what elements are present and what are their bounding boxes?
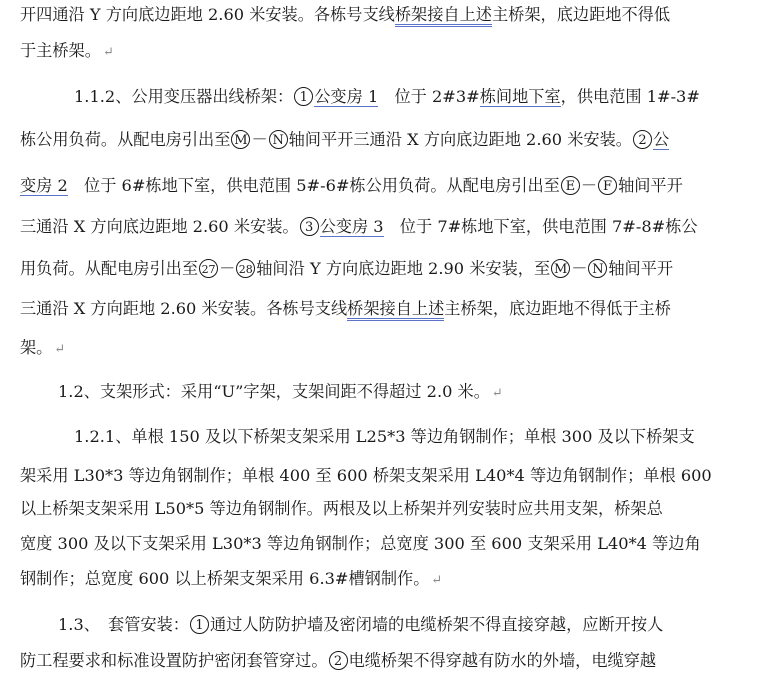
text-run: －: [571, 259, 588, 278]
text-run: 通过人防防护墙及密闭墙的电缆桥架不得直接穿越，应断开按人: [209, 615, 664, 634]
text-run: 架采用 L30*3 等边角钢制作；单根 400 至 600 桥架支架采用 L40*4 等边角钢制作；单根 600: [20, 466, 712, 485]
text-line: [20, 4, 670, 26]
text-line: [58, 614, 663, 636]
underlined-run: 栋间地下室: [479, 87, 561, 106]
text-run: 防工程要求和标准设置防护密闭套管穿过。: [20, 651, 328, 670]
text-run: －: [251, 130, 268, 149]
paragraph-mark: ↵: [491, 386, 503, 401]
text-run: 宽度 300 及以下支架采用 L30*3 等边角钢制作；总宽度 300 至 600 支架采用 L40*4 等边角: [20, 534, 701, 553]
underlined-run: 公: [652, 130, 670, 149]
text-run: 轴间平开三通沿 X 方向底边距地 2.60 米安装。: [288, 130, 632, 149]
text-run: 用负荷。从配电房引出至: [20, 259, 199, 278]
text-line: [20, 175, 683, 197]
text-run: 架。: [20, 338, 53, 357]
text-line: [20, 40, 114, 62]
circled-number: 1: [294, 87, 313, 106]
circled-number: 28: [236, 259, 255, 278]
paragraph-mark: ↵: [431, 573, 443, 588]
paragraph-mark: ↵: [102, 45, 114, 60]
circled-letter: M: [231, 130, 250, 149]
text-run: 轴间沿 Y 方向底边距地 2.90 米安装，至: [256, 259, 551, 278]
circled-number: 2: [633, 130, 652, 149]
text-line: [20, 298, 671, 320]
text-line: [20, 568, 442, 590]
grammar-underline-run: 桥架接自上述: [395, 5, 492, 27]
text-line: [74, 86, 700, 108]
circled-letter: N: [588, 259, 607, 278]
text-line: [20, 337, 65, 359]
text-run: 主桥架，底边距地不得低: [492, 5, 671, 24]
circled-letter: N: [269, 130, 288, 149]
text-run: 轴间平开: [608, 259, 674, 278]
underlined-run: 公变房 1: [314, 87, 379, 106]
text-line: [20, 533, 701, 555]
text-run: 以上桥架支架采用 L50*5 等边角钢制作。两根及以上桥架并列安装时应共用支架，桥架总: [20, 499, 663, 518]
grammar-underline-run: 桥架接自上述: [347, 299, 444, 321]
text-run: 于主桥架。: [20, 41, 101, 60]
circled-letter: F: [598, 176, 617, 195]
text-run: －: [219, 259, 236, 278]
text-run: 栋公用负荷。从配电房引出至: [20, 130, 231, 149]
text-line: [20, 258, 673, 280]
text-run: 1.3、 套管安装：: [58, 615, 189, 634]
text-run: 位于 7#栋地下室，供电范围 7#-8#栋公: [383, 217, 698, 236]
circled-letter: M: [551, 259, 570, 278]
circled-letter: E: [561, 176, 580, 195]
circled-number: 1: [190, 615, 209, 634]
text-run: 主桥架，底边距地不得低于主桥: [444, 299, 671, 318]
text-line: [20, 465, 712, 487]
text-run: 三通沿 X 方向距地 2.60 米安装。各栋号支线: [20, 299, 348, 318]
text-line: [20, 216, 698, 238]
text-run: 电缆桥架不得穿越有防水的外墙，电缆穿越: [348, 651, 657, 670]
text-line: [74, 426, 695, 448]
text-run: 位于 6#栋地下室，供电范围 5#-6#栋公用负荷。从配电房引出至: [67, 176, 560, 195]
text-run: 开四通沿 Y 方向底边距地 2.60 米安装。各栋号支线: [20, 5, 395, 24]
text-run: 钢制作；总宽度 600 以上桥架支架采用 6.3#槽钢制作。: [20, 569, 430, 588]
circled-number: 27: [199, 259, 218, 278]
text-line: [58, 381, 503, 403]
text-run: 1.2.1、单根 150 及以下桥架支架采用 L25*3 等边角钢制作；单根 300 及以下桥架支: [74, 427, 695, 446]
text-run: ，供电范围 1#-3#: [560, 87, 700, 106]
underlined-run: 公变房 3: [319, 217, 384, 236]
paragraph-mark: ↵: [54, 342, 66, 357]
text-run: 三通沿 X 方向底边距地 2.60 米安装。: [20, 217, 299, 236]
circled-number: 2: [329, 651, 348, 670]
text-line: [20, 498, 663, 520]
text-run: 轴间平开: [618, 176, 683, 195]
text-run: 1.1.2、公用变压器出线桥架：: [74, 87, 294, 106]
text-run: 1.2、支架形式：采用“U”字架，支架间距不得超过 2.0 米。: [58, 382, 490, 401]
text-run: －: [580, 176, 598, 195]
text-line: [20, 650, 656, 672]
circled-number: 3: [300, 217, 319, 236]
text-line: [20, 129, 669, 151]
underlined-run: 变房 2: [20, 176, 68, 195]
text-run: 位于 2#3#: [378, 87, 480, 106]
